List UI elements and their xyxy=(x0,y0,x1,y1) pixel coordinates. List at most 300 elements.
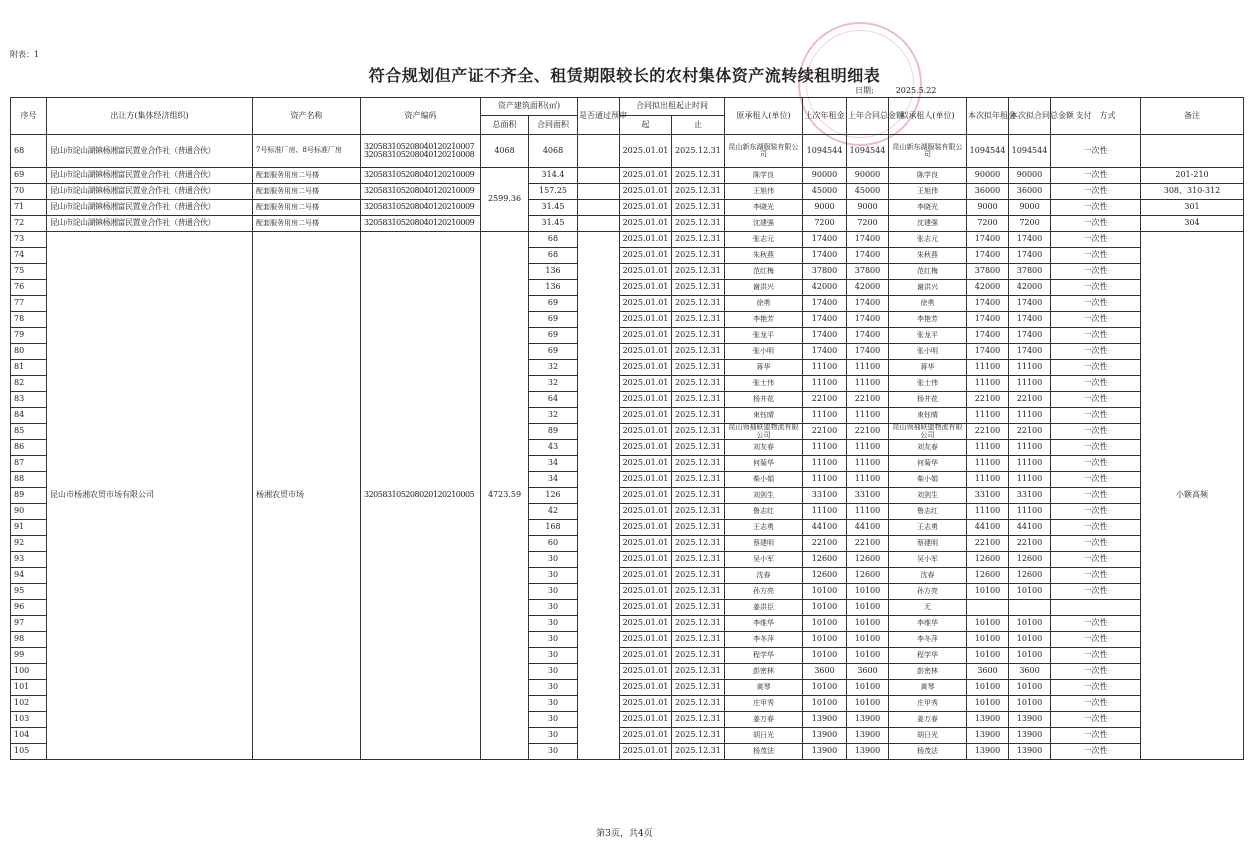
seq-cell: 96 xyxy=(11,600,47,616)
last-rent-cell: 10100 xyxy=(803,600,847,616)
start-date-cell: 2025.01.01 xyxy=(620,552,672,568)
last-rent-cell: 10100 xyxy=(803,632,847,648)
new-rent-cell: 11100 xyxy=(967,376,1009,392)
asset-name-cell: 7号标准厂房、8号标准厂房 xyxy=(253,135,361,168)
end-date-cell: 2025.12.31 xyxy=(672,584,725,600)
seq-cell: 81 xyxy=(11,360,47,376)
new-total-cell: 22100 xyxy=(1009,392,1051,408)
new-lessee-cell: 李维华 xyxy=(889,616,967,632)
end-date-cell: 2025.12.31 xyxy=(672,696,725,712)
new-total-cell: 90000 xyxy=(1009,168,1051,184)
last-total-cell: 17400 xyxy=(847,344,889,360)
payment-cell: 一次性 xyxy=(1051,184,1141,200)
new-total-cell xyxy=(1009,600,1051,616)
start-date-cell: 2025.01.01 xyxy=(620,472,672,488)
seq-cell: 82 xyxy=(11,376,47,392)
new-total-cell: 22100 xyxy=(1009,536,1051,552)
contract-area-cell: 42 xyxy=(529,504,578,520)
new-lessee-cell: 昆山新东湖服装有限公司 xyxy=(889,135,967,168)
payment-cell: 一次性 xyxy=(1051,488,1141,504)
last-total-cell: 90000 xyxy=(847,168,889,184)
payment-cell: 一次性 xyxy=(1051,216,1141,232)
orig-lessee-cell: 鲁志红 xyxy=(725,504,803,520)
orig-lessee-cell: 胡日光 xyxy=(725,728,803,744)
payment-cell: 一次性 xyxy=(1051,552,1141,568)
asset-code-cell: 320583105208040120210009 xyxy=(361,168,481,184)
new-lessee-cell: 谢洪兴 xyxy=(889,280,967,296)
orig-lessee-cell: 徐勇 xyxy=(725,296,803,312)
total-area-cell: 4068 xyxy=(481,135,529,168)
payment-cell: 一次性 xyxy=(1051,312,1141,328)
seq-cell: 70 xyxy=(11,184,47,200)
seq-cell: 95 xyxy=(11,584,47,600)
asset-name-cell: 配套服务用房二号楼 xyxy=(253,200,361,216)
payment-cell: 一次性 xyxy=(1051,408,1141,424)
new-lessee-cell: 胡日光 xyxy=(889,728,967,744)
start-date-cell: 2025.01.01 xyxy=(620,488,672,504)
last-total-cell: 10100 xyxy=(847,696,889,712)
payment-cell: 一次性 xyxy=(1051,248,1141,264)
payment-cell: 一次性 xyxy=(1051,456,1141,472)
seq-cell: 85 xyxy=(11,424,47,440)
asset-code-cell: 320583105208040120210007 320583105208040120210008 xyxy=(361,135,481,168)
last-total-cell: 37800 xyxy=(847,264,889,280)
last-rent-cell: 10100 xyxy=(803,584,847,600)
last-rent-cell: 11100 xyxy=(803,472,847,488)
new-rent-cell: 17400 xyxy=(967,344,1009,360)
end-date-cell: 2025.12.31 xyxy=(672,632,725,648)
last-total-cell: 44100 xyxy=(847,520,889,536)
orig-lessee-cell: 沈建强 xyxy=(725,216,803,232)
new-lessee-cell: 徐勇 xyxy=(889,296,967,312)
last-rent-cell: 12600 xyxy=(803,552,847,568)
payment-cell: 一次性 xyxy=(1051,280,1141,296)
contract-area-cell: 30 xyxy=(529,680,578,696)
date-value: 2025.5.22 xyxy=(895,86,937,95)
new-lessee-cell: 孙方亮 xyxy=(889,584,967,600)
orig-lessee-cell: 昆山领袖联盟物流有限公司 xyxy=(725,424,803,440)
seq-cell: 91 xyxy=(11,520,47,536)
new-rent-cell: 42000 xyxy=(967,280,1009,296)
new-rent-cell: 13900 xyxy=(967,728,1009,744)
seq-cell: 72 xyxy=(11,216,47,232)
contract-area-cell: 31.45 xyxy=(529,200,578,216)
end-date-cell: 2025.12.31 xyxy=(672,328,725,344)
new-total-cell: 22100 xyxy=(1009,424,1051,440)
new-lessee-cell: 沈建强 xyxy=(889,216,967,232)
header-new-lessee: 拟承租人(单位) xyxy=(889,98,967,135)
new-rent-cell: 9000 xyxy=(967,200,1009,216)
new-lessee-cell: 张小明 xyxy=(889,344,967,360)
start-date-cell: 2025.01.01 xyxy=(620,696,672,712)
new-total-cell: 10100 xyxy=(1009,648,1051,664)
orig-lessee-cell: 沈春 xyxy=(725,568,803,584)
payment-cell: 一次性 xyxy=(1051,696,1141,712)
last-total-cell: 11100 xyxy=(847,472,889,488)
last-rent-cell: 13900 xyxy=(803,744,847,760)
orig-lessee-cell: 杨茂法 xyxy=(725,744,803,760)
header-area-group: 资产建筑面积(㎡) xyxy=(481,98,578,116)
orig-lessee-cell: 王旭伟 xyxy=(725,184,803,200)
last-rent-cell: 17400 xyxy=(803,232,847,248)
header-asset-code: 资产编码 xyxy=(361,98,481,135)
new-rent-cell: 37800 xyxy=(967,264,1009,280)
new-total-cell: 17400 xyxy=(1009,248,1051,264)
last-rent-cell: 17400 xyxy=(803,344,847,360)
payment-cell: 一次性 xyxy=(1051,392,1141,408)
asset-name-cell: 配套服务用房二号楼 xyxy=(253,216,361,232)
new-rent-cell: 10100 xyxy=(967,696,1009,712)
end-date-cell: 2025.12.31 xyxy=(672,664,725,680)
payment-cell: 一次性 xyxy=(1051,728,1141,744)
transferor-cell: 昆山市淀山湖镇杨湘富民置业合作社（普通合伙） xyxy=(47,216,253,232)
end-date-cell: 2025.12.31 xyxy=(672,248,725,264)
start-date-cell: 2025.01.01 xyxy=(620,248,672,264)
orig-lessee-cell: 杨井花 xyxy=(725,392,803,408)
orig-lessee-cell: 蒋华 xyxy=(725,360,803,376)
end-date-cell: 2025.12.31 xyxy=(672,456,725,472)
new-rent-cell: 11100 xyxy=(967,360,1009,376)
end-date-cell: 2025.12.31 xyxy=(672,280,725,296)
last-total-cell: 17400 xyxy=(847,312,889,328)
new-total-cell: 10100 xyxy=(1009,680,1051,696)
orig-lessee-cell: 张士伟 xyxy=(725,376,803,392)
last-rent-cell: 22100 xyxy=(803,424,847,440)
new-lessee-cell: 鲁志红 xyxy=(889,504,967,520)
last-total-cell: 12600 xyxy=(847,568,889,584)
payment-cell: 一次性 xyxy=(1051,472,1141,488)
last-rent-cell: 10100 xyxy=(803,696,847,712)
payment-cell: 一次性 xyxy=(1051,680,1141,696)
asset-name-cell: 杨湘农贸市场 xyxy=(253,232,361,760)
header-remark: 备注 xyxy=(1141,98,1244,135)
start-date-cell: 2025.01.01 xyxy=(620,680,672,696)
contract-area-cell: 68 xyxy=(529,232,578,248)
start-date-cell: 2025.01.01 xyxy=(620,520,672,536)
header-transferor: 出让方(集体经济组织) xyxy=(47,98,253,135)
start-date-cell: 2025.01.01 xyxy=(620,408,672,424)
new-lessee-cell: 彭密林 xyxy=(889,664,967,680)
header-pre-review: 是否通过预审 xyxy=(578,98,620,135)
transferor-cell: 昆山市淀山湖镇杨湘富民置业合作社（普通合伙） xyxy=(47,135,253,168)
start-date-cell: 2025.01.01 xyxy=(620,648,672,664)
transferor-cell: 昆山市淀山湖镇杨湘富民置业合作社（普通合伙） xyxy=(47,168,253,184)
seq-cell: 100 xyxy=(11,664,47,680)
orig-lessee-cell: 姜洪臣 xyxy=(725,600,803,616)
last-rent-cell: 11100 xyxy=(803,440,847,456)
new-lessee-cell: 吴小军 xyxy=(889,552,967,568)
table-row xyxy=(11,184,1244,200)
new-lessee-cell: 黄琴 xyxy=(889,680,967,696)
last-rent-cell: 7200 xyxy=(803,216,847,232)
contract-area-cell: 157.25 xyxy=(529,184,578,200)
transferor-cell: 昆山市淀山湖镇杨湘富民置业合作社（普通合伙） xyxy=(47,200,253,216)
start-date-cell: 2025.01.01 xyxy=(620,184,672,200)
new-rent-cell: 10100 xyxy=(967,680,1009,696)
last-rent-cell: 12600 xyxy=(803,568,847,584)
contract-area-cell: 69 xyxy=(529,328,578,344)
new-lessee-cell: 刘友春 xyxy=(889,440,967,456)
header-total-area: 总面积 xyxy=(481,116,529,135)
new-rent-cell: 10100 xyxy=(967,648,1009,664)
contract-area-cell: 136 xyxy=(529,280,578,296)
new-total-cell: 11100 xyxy=(1009,504,1051,520)
last-total-cell: 42000 xyxy=(847,280,889,296)
last-rent-cell: 11100 xyxy=(803,376,847,392)
start-date-cell: 2025.01.01 xyxy=(620,216,672,232)
seq-cell: 73 xyxy=(11,232,47,248)
payment-cell: 一次性 xyxy=(1051,344,1141,360)
orig-lessee-cell: 吴小军 xyxy=(725,552,803,568)
end-date-cell: 2025.12.31 xyxy=(672,552,725,568)
last-total-cell: 10100 xyxy=(847,584,889,600)
header-orig-lessee: 原承租人(单位) xyxy=(725,98,803,135)
contract-area-cell: 69 xyxy=(529,312,578,328)
contract-area-cell: 30 xyxy=(529,664,578,680)
new-lessee-cell: 杨井花 xyxy=(889,392,967,408)
start-date-cell: 2025.01.01 xyxy=(620,360,672,376)
new-total-cell: 33100 xyxy=(1009,488,1051,504)
contract-area-cell: 30 xyxy=(529,648,578,664)
transferor-cell: 昆山市淀山湖镇杨湘富民置业合作社（普通合伙） xyxy=(47,184,253,200)
payment-cell: 一次性 xyxy=(1051,360,1141,376)
contract-area-cell: 68 xyxy=(529,248,578,264)
new-lessee-cell: 庄甲秀 xyxy=(889,696,967,712)
start-date-cell: 2025.01.01 xyxy=(620,440,672,456)
seq-cell: 69 xyxy=(11,168,47,184)
end-date-cell: 2025.12.31 xyxy=(672,440,725,456)
new-rent-cell: 17400 xyxy=(967,248,1009,264)
new-rent-cell: 10100 xyxy=(967,584,1009,600)
new-total-cell: 44100 xyxy=(1009,520,1051,536)
orig-lessee-cell: 束钰晴 xyxy=(725,408,803,424)
last-total-cell: 22100 xyxy=(847,392,889,408)
end-date-cell: 2025.12.31 xyxy=(672,216,725,232)
orig-lessee-cell: 王志勇 xyxy=(725,520,803,536)
seq-cell: 75 xyxy=(11,264,47,280)
last-total-cell: 9000 xyxy=(847,200,889,216)
header-last-rent: 上次年租金 xyxy=(803,98,847,135)
last-total-cell: 17400 xyxy=(847,232,889,248)
new-lessee-cell: 朱秋燕 xyxy=(889,248,967,264)
start-date-cell: 2025.01.01 xyxy=(620,456,672,472)
new-rent-cell: 7200 xyxy=(967,216,1009,232)
new-rent-cell: 22100 xyxy=(967,536,1009,552)
seq-cell: 92 xyxy=(11,536,47,552)
new-total-cell: 11100 xyxy=(1009,472,1051,488)
end-date-cell: 2025.12.31 xyxy=(672,296,725,312)
seq-cell: 103 xyxy=(11,712,47,728)
new-total-cell: 13900 xyxy=(1009,744,1051,760)
total-area-cell: 2599.36 xyxy=(481,168,529,232)
orig-lessee-cell: 柴小娟 xyxy=(725,472,803,488)
new-rent-cell: 44100 xyxy=(967,520,1009,536)
contract-area-cell: 30 xyxy=(529,728,578,744)
header-end: 止 xyxy=(672,116,725,135)
pre-review-cell xyxy=(578,184,620,200)
last-total-cell: 45000 xyxy=(847,184,889,200)
end-date-cell: 2025.12.31 xyxy=(672,344,725,360)
new-lessee-cell: 束钰晴 xyxy=(889,408,967,424)
end-date-cell: 2025.12.31 xyxy=(672,392,725,408)
payment-cell: 一次性 xyxy=(1051,744,1141,760)
last-rent-cell: 11100 xyxy=(803,504,847,520)
orig-lessee-cell: 张小明 xyxy=(725,344,803,360)
seq-cell: 84 xyxy=(11,408,47,424)
start-date-cell: 2025.01.01 xyxy=(620,264,672,280)
header-seq: 序号 xyxy=(11,98,47,135)
transferor-cell: 昆山市杨湘农贸市场有限公司 xyxy=(47,232,253,760)
contract-area-cell: 32 xyxy=(529,360,578,376)
end-date-cell: 2025.12.31 xyxy=(672,264,725,280)
contract-area-cell: 136 xyxy=(529,264,578,280)
last-rent-cell: 3600 xyxy=(803,664,847,680)
start-date-cell: 2025.01.01 xyxy=(620,232,672,248)
orig-lessee-cell: 彭密林 xyxy=(725,664,803,680)
seq-cell: 89 xyxy=(11,488,47,504)
new-lessee-cell: 何菊华 xyxy=(889,456,967,472)
payment-cell: 一次性 xyxy=(1051,712,1141,728)
payment-cell: 一次性 xyxy=(1051,568,1141,584)
contract-area-cell: 32 xyxy=(529,408,578,424)
contract-area-cell: 30 xyxy=(529,616,578,632)
seq-cell: 94 xyxy=(11,568,47,584)
last-total-cell: 22100 xyxy=(847,424,889,440)
end-date-cell: 2025.12.31 xyxy=(672,135,725,168)
remark-cell: 308、310-312 xyxy=(1141,184,1244,200)
new-total-cell: 36000 xyxy=(1009,184,1051,200)
payment-cell: 一次性 xyxy=(1051,664,1141,680)
new-lessee-cell: 沈春 xyxy=(889,568,967,584)
pre-review-cell xyxy=(578,135,620,168)
asset-code-cell: 320583105208040120210009 xyxy=(361,200,481,216)
new-total-cell: 11100 xyxy=(1009,408,1051,424)
end-date-cell: 2025.12.31 xyxy=(672,536,725,552)
payment-cell: 一次性 xyxy=(1051,264,1141,280)
pre-review-cell xyxy=(578,216,620,232)
contract-area-cell: 43 xyxy=(529,440,578,456)
end-date-cell: 2025.12.31 xyxy=(672,744,725,760)
orig-lessee-cell: 程学华 xyxy=(725,648,803,664)
start-date-cell: 2025.01.01 xyxy=(620,568,672,584)
seq-cell: 97 xyxy=(11,616,47,632)
date-label: 日期: xyxy=(855,86,874,95)
last-rent-cell: 10100 xyxy=(803,680,847,696)
new-rent-cell: 90000 xyxy=(967,168,1009,184)
end-date-cell: 2025.12.31 xyxy=(672,712,725,728)
asset-code-cell: 320583105208020120210005 xyxy=(361,232,481,760)
payment-cell: 一次性 xyxy=(1051,296,1141,312)
remark-cell: 小额高频 xyxy=(1141,232,1244,760)
start-date-cell: 2025.01.01 xyxy=(620,344,672,360)
end-date-cell: 2025.12.31 xyxy=(672,168,725,184)
payment-cell: 一次性 xyxy=(1051,584,1141,600)
remark-cell: 304 xyxy=(1141,216,1244,232)
start-date-cell: 2025.01.01 xyxy=(620,168,672,184)
new-lessee-cell: 姜万春 xyxy=(889,712,967,728)
seq-cell: 90 xyxy=(11,504,47,520)
seq-cell: 87 xyxy=(11,456,47,472)
start-date-cell: 2025.01.01 xyxy=(620,312,672,328)
contract-area-cell: 314.4 xyxy=(529,168,578,184)
last-total-cell: 11100 xyxy=(847,360,889,376)
seq-cell: 68 xyxy=(11,135,47,168)
attachment-label: 附表：1 xyxy=(10,50,40,59)
header-period-group: 合同拟出租起止时间 xyxy=(620,98,725,116)
new-rent-cell: 10100 xyxy=(967,616,1009,632)
new-rent-cell: 10100 xyxy=(967,632,1009,648)
new-total-cell: 10100 xyxy=(1009,632,1051,648)
new-lessee-cell: 王志勇 xyxy=(889,520,967,536)
new-lessee-cell: 范红梅 xyxy=(889,264,967,280)
end-date-cell: 2025.12.31 xyxy=(672,408,725,424)
last-total-cell: 13900 xyxy=(847,744,889,760)
new-rent-cell: 17400 xyxy=(967,312,1009,328)
start-date-cell: 2025.01.01 xyxy=(620,135,672,168)
end-date-cell: 2025.12.31 xyxy=(672,680,725,696)
seq-cell: 77 xyxy=(11,296,47,312)
new-lessee-cell: 柴小娟 xyxy=(889,472,967,488)
pre-review-cell xyxy=(578,200,620,216)
last-rent-cell: 11100 xyxy=(803,408,847,424)
end-date-cell: 2025.12.31 xyxy=(672,504,725,520)
orig-lessee-cell: 刘剑生 xyxy=(725,488,803,504)
end-date-cell: 2025.12.31 xyxy=(672,232,725,248)
remark-cell: 201-210 xyxy=(1141,168,1244,184)
start-date-cell: 2025.01.01 xyxy=(620,392,672,408)
new-total-cell: 12600 xyxy=(1009,552,1051,568)
orig-lessee-cell: 李冬萍 xyxy=(725,632,803,648)
last-rent-cell: 44100 xyxy=(803,520,847,536)
contract-area-cell: 64 xyxy=(529,392,578,408)
lease-detail-table xyxy=(10,97,1244,760)
last-total-cell: 10100 xyxy=(847,632,889,648)
header-contract-area: 合同面积 xyxy=(529,116,578,135)
contract-area-cell: 30 xyxy=(529,696,578,712)
orig-lessee-cell: 蔡建明 xyxy=(725,536,803,552)
seq-cell: 98 xyxy=(11,632,47,648)
contract-area-cell: 89 xyxy=(529,424,578,440)
start-date-cell: 2025.01.01 xyxy=(620,744,672,760)
contract-area-cell: 30 xyxy=(529,568,578,584)
last-rent-cell: 42000 xyxy=(803,280,847,296)
seq-cell: 78 xyxy=(11,312,47,328)
start-date-cell: 2025.01.01 xyxy=(620,536,672,552)
end-date-cell: 2025.12.31 xyxy=(672,472,725,488)
new-total-cell: 37800 xyxy=(1009,264,1051,280)
seq-cell: 104 xyxy=(11,728,47,744)
last-total-cell: 13900 xyxy=(847,728,889,744)
payment-cell: 一次性 xyxy=(1051,328,1141,344)
header-asset-name: 资产名称 xyxy=(253,98,361,135)
contract-area-cell: 32 xyxy=(529,376,578,392)
orig-lessee-cell: 李晓光 xyxy=(725,200,803,216)
orig-lessee-cell: 昆山新东湖服装有限公司 xyxy=(725,135,803,168)
table-row xyxy=(11,216,1244,232)
new-rent-cell: 12600 xyxy=(967,552,1009,568)
start-date-cell: 2025.01.01 xyxy=(620,424,672,440)
end-date-cell: 2025.12.31 xyxy=(672,616,725,632)
last-total-cell: 12600 xyxy=(847,552,889,568)
contract-area-cell: 69 xyxy=(529,344,578,360)
new-rent-cell: 22100 xyxy=(967,392,1009,408)
last-rent-cell: 17400 xyxy=(803,248,847,264)
asset-name-cell: 配套服务用房二号楼 xyxy=(253,184,361,200)
orig-lessee-cell: 孙方亮 xyxy=(725,584,803,600)
new-rent-cell: 11100 xyxy=(967,472,1009,488)
end-date-cell: 2025.12.31 xyxy=(672,360,725,376)
last-total-cell: 11100 xyxy=(847,456,889,472)
